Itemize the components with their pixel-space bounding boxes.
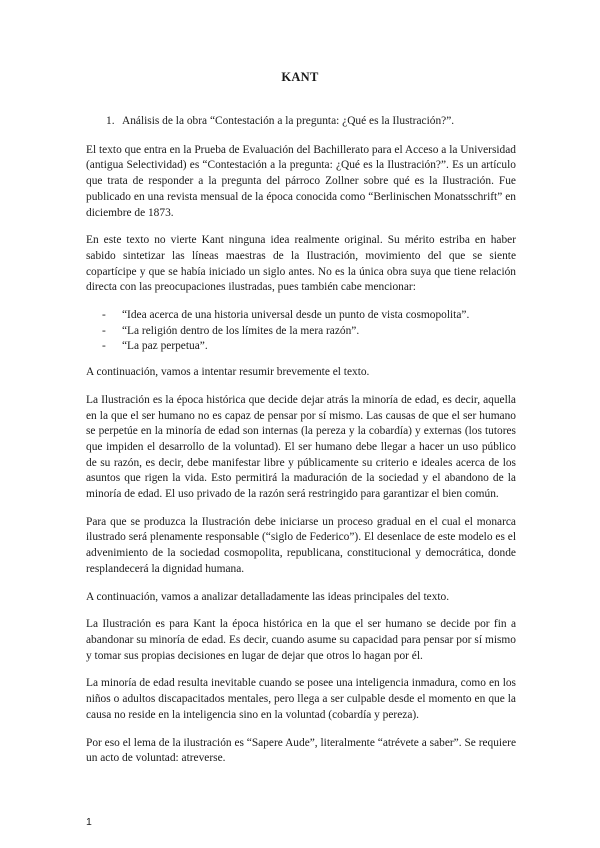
list-item-text: “La religión dentro de los límites de la mera razón”. bbox=[122, 324, 360, 337]
paragraph-9: Por eso el lema de la ilustración es “Sapere Aude”, literalmente “atrévete a saber”. Se requiere un acto de voluntad: atreverse. bbox=[86, 736, 516, 765]
section-heading bbox=[86, 114, 516, 130]
page-number: 1 bbox=[86, 816, 92, 828]
list-item bbox=[86, 308, 516, 324]
paragraph-6: A continuación, vamos a analizar detalladamente las ideas principales del texto. bbox=[86, 590, 450, 603]
paragraph-5: Para que se produzca la Ilustración debe iniciarse un proceso gradual en el cual el monarca ilustrado será plenamente responsable (“siglo de Federico”). El desenlace de este modelo es el advenimiento de la sociedad cosmopolita, republicana, constitucional y democrática, donde resplandecerá la dignidad humana. bbox=[86, 515, 516, 575]
document-body bbox=[86, 114, 516, 779]
section-heading-text: Análisis de la obra “Contestación a la pregunta: ¿Qué es la Ilustración?”. bbox=[122, 115, 455, 127]
paragraph-2: En este texto no vierte Kant ninguna idea realmente original. Su mérito estriba en haber sabido sintetizar las líneas maestras de la Ilustración, movimiento del que se siente copartícipe y que se había iniciado un siglo antes. No es la única obra suya que tiene relación directa con las preocupaciones ilustradas, pues también cabe mencionar: bbox=[86, 234, 516, 294]
list-item-text: “La paz perpetua”. bbox=[122, 340, 208, 353]
paragraph-8: La minoría de edad resulta inevitable cuando se posee una inteligencia inmadura, como en los niños o adultos discapacitados mentales, pero llega a ser culpable desde el momento en que la causa no reside en la inteligencia sino en la voluntad (cobardía y pereza). bbox=[86, 677, 516, 721]
paragraph-7: La Ilustración es para Kant la época histórica en la que el ser humano se decide por fin a abandonar su minoría de edad. Es decir, cuando asume su capacidad para pensar por sí mismo y tomar sus propias decisiones en lugar de dejar que otros lo hagan por él. bbox=[86, 618, 516, 662]
paragraph-3: A continuación, vamos a intentar resumir brevemente el texto. bbox=[86, 366, 370, 379]
paragraph-4: La Ilustración es la época histórica que decide dejar atrás la minoría de edad, es decir, aquella en la que el ser humano no es capaz de pensar por sí mismo. Las causas de que el ser humano se perpetúe en la minoría de edad son internas (la pereza y la cobardía) y externas (los tutores que impiden el desarrollo de la voluntad). El ser humano debe llegar a hacer un uso público de su razón, es decir, debe manifestar libre y públicamente su criterio e ideales acerca de los asuntos que rigen la vida. Esto permitirá la maduración de la sociedad y el abandono de la minoría de edad. El uso privado de la razón será restringido para garantizar el bien común. bbox=[86, 393, 516, 501]
list-item bbox=[86, 324, 516, 340]
list-item-text: “Idea acerca de una historia universal desde un punto de vista cosmopolita”. bbox=[122, 309, 470, 322]
section-number: 1. bbox=[106, 115, 115, 127]
dash-bullet: - bbox=[102, 340, 106, 353]
document-title: KANT bbox=[281, 70, 319, 84]
works-list bbox=[86, 308, 516, 355]
paragraph-1: El texto que entra en la Prueba de Evaluación del Bachillerato para el Acceso a la Universidad (antigua Selectividad) es “Contestación a la pregunta: ¿Qué es la Ilustración?”. Es un artículo que trata de responder a la pregunta del párroco Zollner sobre qué es la Ilustración. Fue publicado en una revista mensual de la época conocida como “Berlinischen Monatsschrift” en diciembre de 1873. bbox=[86, 143, 516, 219]
list-item bbox=[86, 339, 516, 355]
dash-bullet: - bbox=[102, 324, 106, 337]
dash-bullet: - bbox=[102, 309, 106, 322]
